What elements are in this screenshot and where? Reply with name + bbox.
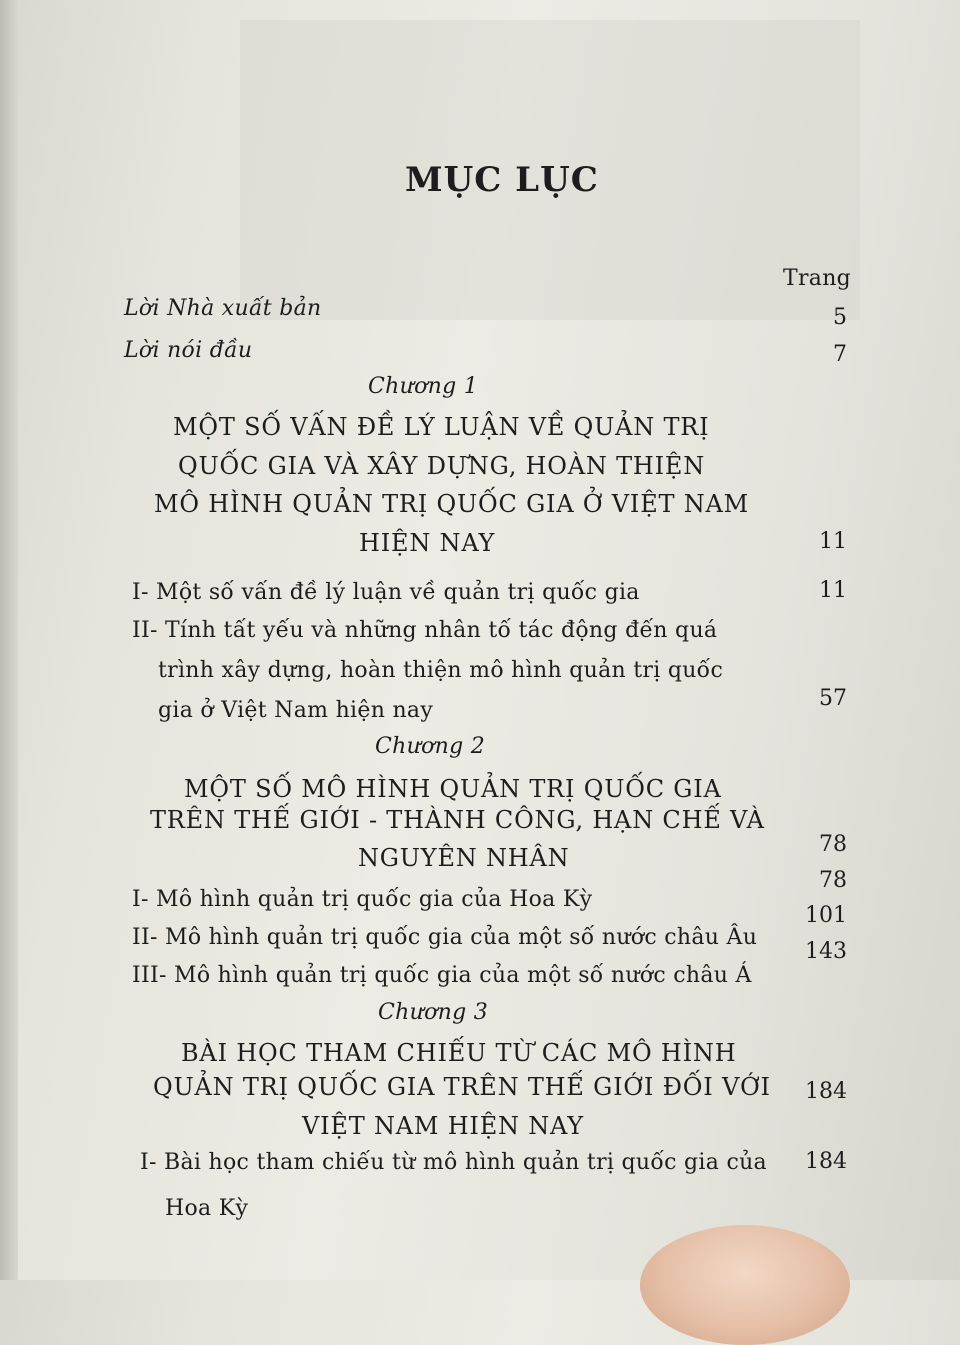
chapter-3-title-line: BÀI HỌC THAM CHIẾU TỪ CÁC MÔ HÌNH — [181, 1039, 737, 1067]
chapter-2-label: Chương 2 — [375, 734, 486, 759]
book-gutter-shadow — [0, 0, 18, 1280]
toc-page-number: 101 — [805, 903, 847, 928]
toc-page-number: 78 — [819, 832, 847, 857]
toc-section-entry-continued: Hoa Kỳ — [165, 1196, 249, 1221]
toc-section-entry: I- Bài học tham chiếu từ mô hình quản trị quốc gia của — [140, 1150, 767, 1175]
fingertip — [640, 1225, 850, 1345]
chapter-1-title-line: QUỐC GIA VÀ XÂY DỰNG, HOÀN THIỆN — [178, 452, 706, 480]
chapter-2-title-line: NGUYÊN NHÂN — [358, 844, 570, 872]
chapter-3-title-line: VIỆT NAM HIỆN NAY — [302, 1112, 584, 1140]
chapter-2-title-line: MỘT SỐ MÔ HÌNH QUẢN TRỊ QUỐC GIA — [184, 775, 722, 803]
chapter-1-title-line: MÔ HÌNH QUẢN TRỊ QUỐC GIA Ở VIỆT NAM — [154, 490, 750, 518]
toc-section-entry-continued: trình xây dựng, hoàn thiện mô hình quản trị quốc — [158, 658, 724, 683]
toc-section-entry-continued: gia ở Việt Nam hiện nay — [158, 698, 434, 723]
toc-page-number: 11 — [819, 578, 847, 603]
chapter-1-title-line: MỘT SỐ VẤN ĐỀ LÝ LUẬN VỀ QUẢN TRỊ — [173, 413, 710, 441]
toc-page-number: 57 — [819, 686, 847, 711]
toc-section-entry: II- Tính tất yếu và những nhân tố tác động đến quá — [132, 618, 718, 643]
chapter-3-label: Chương 3 — [378, 1000, 489, 1025]
toc-entry-foreword: Lời nói đầu — [124, 338, 253, 363]
chapter-1-title-line: HIỆN NAY — [359, 529, 496, 557]
chapter-2-title-line: TRÊN THẾ GIỚI - THÀNH CÔNG, HẠN CHẾ VÀ — [150, 806, 765, 834]
toc-page-number: 11 — [819, 529, 847, 554]
toc-page-number: 184 — [805, 1079, 847, 1104]
toc-page-number: 5 — [833, 305, 847, 330]
toc-entry-publisher-note: Lời Nhà xuất bản — [124, 296, 322, 321]
toc-page-number: 143 — [805, 939, 847, 964]
page-column-label: Trang — [783, 266, 852, 291]
toc-page-number: 78 — [819, 868, 847, 893]
toc-page-number: 184 — [805, 1149, 847, 1174]
toc-section-entry: II- Mô hình quản trị quốc gia của một số nước châu Âu — [132, 925, 758, 950]
toc-section-entry: I- Mô hình quản trị quốc gia của Hoa Kỳ — [132, 887, 593, 912]
toc-page-number: 7 — [833, 342, 847, 367]
toc-section-entry: I- Một số vấn đề lý luận về quản trị quốc gia — [132, 580, 640, 605]
page-title: MỤC LỤC — [405, 160, 599, 200]
chapter-3-title-line: QUẢN TRỊ QUỐC GIA TRÊN THẾ GIỚI ĐỐI VỚI — [153, 1073, 771, 1101]
chapter-1-label: Chương 1 — [368, 374, 479, 399]
toc-section-entry: III- Mô hình quản trị quốc gia của một số nước châu Á — [132, 963, 752, 988]
